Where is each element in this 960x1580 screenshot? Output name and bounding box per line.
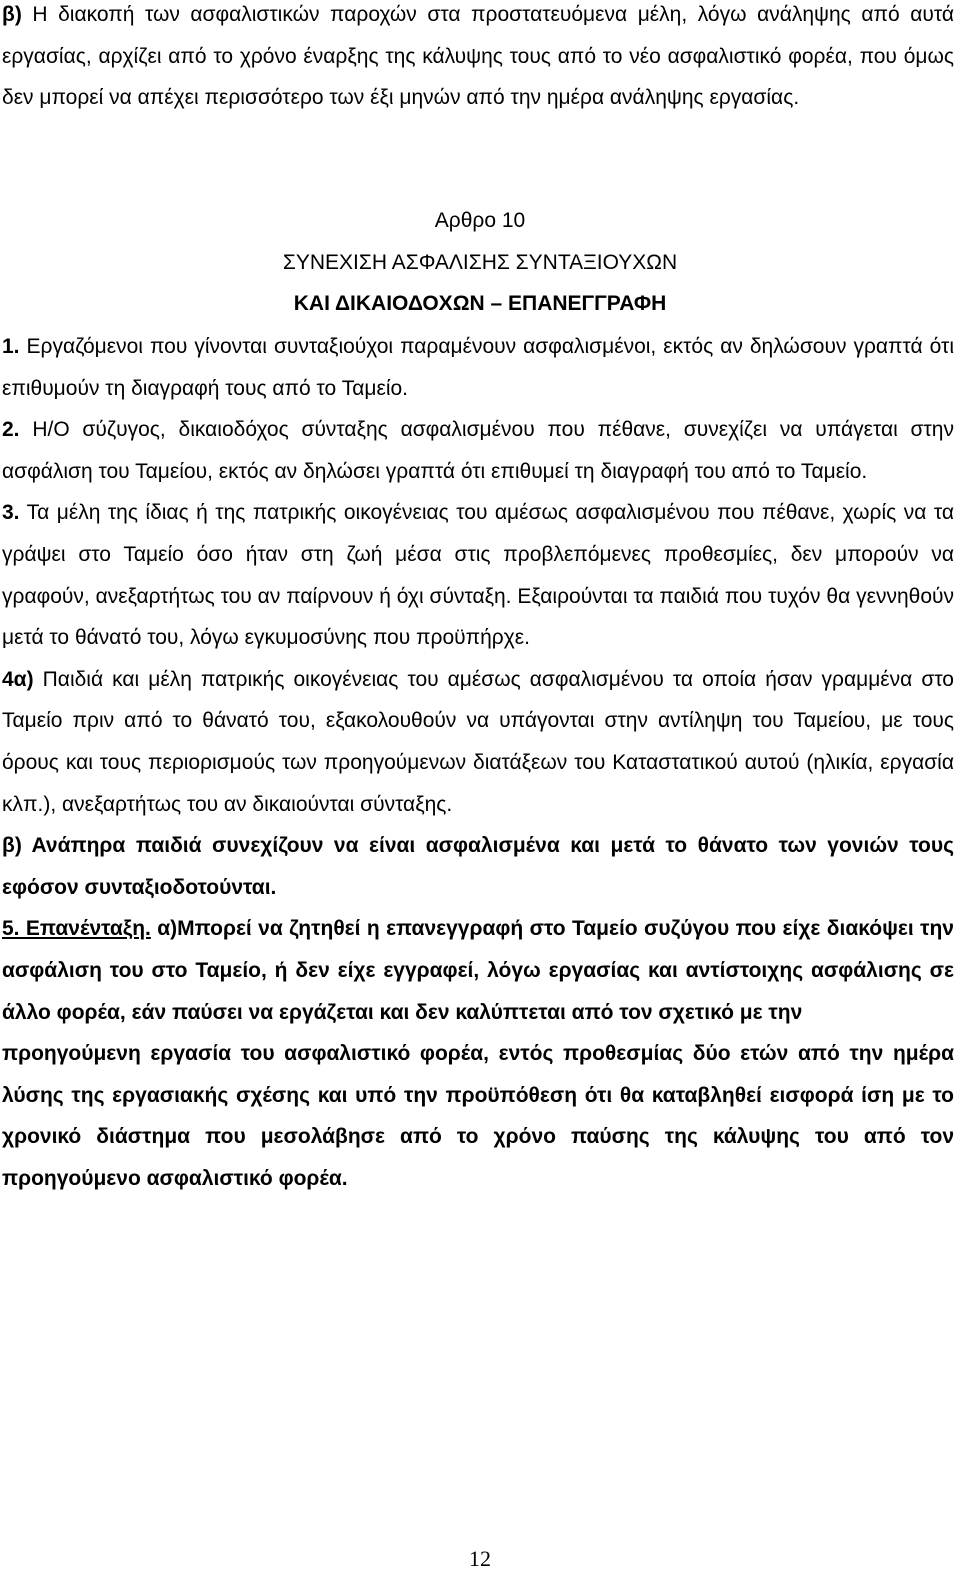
paragraph-4a-text: Παιδιά και μέλη πατρικής οικογένειας του αμέσως ασφαλισμένου τα οποία ήσαν γραμμένα στο Ταμείο πριν από το θάνατό του, εξακολουθούν να υπάγονται στην αντίληψη του Ταμείου, με τους όρους και τους περιορισμούς των προηγούμενων διατάξεων του Καταστατικού αυτού (ηλικία, εργασία κλπ.), ανεξαρτήτως του αν δικαιούνται σύνταξης. <box>2 667 954 816</box>
paragraph-3 <box>0 492 960 658</box>
paragraph-2-number: 2. <box>2 418 20 442</box>
paragraph-5-label: 5. Επανένταξη. <box>2 917 151 941</box>
article-title-line2: ΚΑΙ ΔΙΚΑΙΟΔΟΧΩΝ – ΕΠΑΝΕΓΓΡΑΦΗ <box>293 292 667 316</box>
intro-section <box>0 0 960 119</box>
paragraph-2 <box>0 409 960 492</box>
paragraph-1 <box>0 326 960 409</box>
page-number: 12 <box>469 1546 491 1571</box>
paragraph-4a-number: 4α) <box>2 667 34 691</box>
paragraph-5-text-2: προηγούμενη εργασία του ασφαλιστικό φορέα, εντός προθεσμίας δύο ετών από την ημέρα λύσης της εργασιακής σχέσης και υπό την προϋπόθεση ότι θα καταβληθεί εισφορά ίση με το χρονικό διάστημα που μεσολάβησε από το χρόνο παύσης της κάλυψης του από τον προηγούμενο ασφαλιστικό φορέα. <box>2 1042 954 1190</box>
paragraph-3-number: 3. <box>2 501 20 525</box>
paragraph-3-text: Τα μέλη της ίδιας ή της πατρικής οικογένειας του αμέσως ασφαλισμένου που πέθανε, χωρίς να τα γράψει στο Ταμείο όσο ήταν στη ζωή μέσα στις προβλεπόμενες προθεσμίες, δεν μπορούν να γραφούν, ανεξαρτήτως του αν παίρνουν ή όχι σύνταξη. Εξαιρούνται τα παιδιά που τυχόν θα γεννηθούν μετά το θάνατό του, λόγω εγκυμοσύνης που προϋπήρχε. <box>2 501 954 650</box>
paragraph-2-text: Η/Ο σύζυγος, δικαιοδόχος σύνταξης ασφαλισμένου που πέθανε, συνεχίζει να υπάγεται στην ασφάλιση του Ταμείου, εκτός αν δηλώσει γραπτά ότι επιθυμεί τη διαγραφή του από το Ταμείο. <box>2 418 954 483</box>
paragraph-5-text-1: α)Μπορεί να ζητηθεί η επανεγγραφή στο Ταμείο συζύγου που είχε διακόψει την ασφάλιση του στο Ταμείο, ή δεν είχε εγγραφεί, λόγω εργασίας και αντίστοιχης ασφάλισης σε άλλο φορέα, εάν παύσει να εργάζεται και δεν καλύπτεται από τον σχετικό με την <box>2 917 954 1024</box>
paragraph-1-number: 1. <box>2 335 20 358</box>
paragraph-4a <box>0 659 960 825</box>
paragraph-1-text: Εργαζόμενοι που γίνονται συνταξιούχοι παραμένουν ασφαλισμένοι, εκτός αν δηλώσουν γραπτά ότι επιθυμούν τη διαγραφή τους από το Ταμείο. <box>2 335 955 400</box>
intro-label: β) <box>2 3 22 26</box>
article-title-line1: ΣΥΝΕΧΙΣΗ ΑΣΦΑΛΙΣΗΣ ΣΥΝΤΑΞΙΟΥΧΩΝ <box>282 250 678 274</box>
paragraph-4b-text: Ανάπηρα παιδιά συνεχίζουν να είναι ασφαλισμένα και μετά το θάνατο των γονιών τους εφόσον συνταξιοδοτούνται. <box>2 834 954 899</box>
intro-text: Η διακοπή των ασφαλιστικών παροχών στα προστατευόμενα μέλη, λόγω ανάληψης από αυτά εργασίας, αρχίζει από το χρόνο έναρξης της κάλυψης τους από το νέο ασφαλιστικό φορέα, που όμως δεν μπορεί να απέχει περισσότερο των έξι μηνών από την ημέρα ανάληψης εργασίας. <box>2 3 954 110</box>
article-body <box>0 326 960 1199</box>
intro-paragraph <box>0 0 960 119</box>
article-heading <box>0 200 960 325</box>
paragraph-5 <box>0 908 960 1199</box>
paragraph-4b-number: β) <box>2 834 22 858</box>
article-number: Αρθρο 10 <box>434 209 526 232</box>
paragraph-4b <box>0 825 960 908</box>
